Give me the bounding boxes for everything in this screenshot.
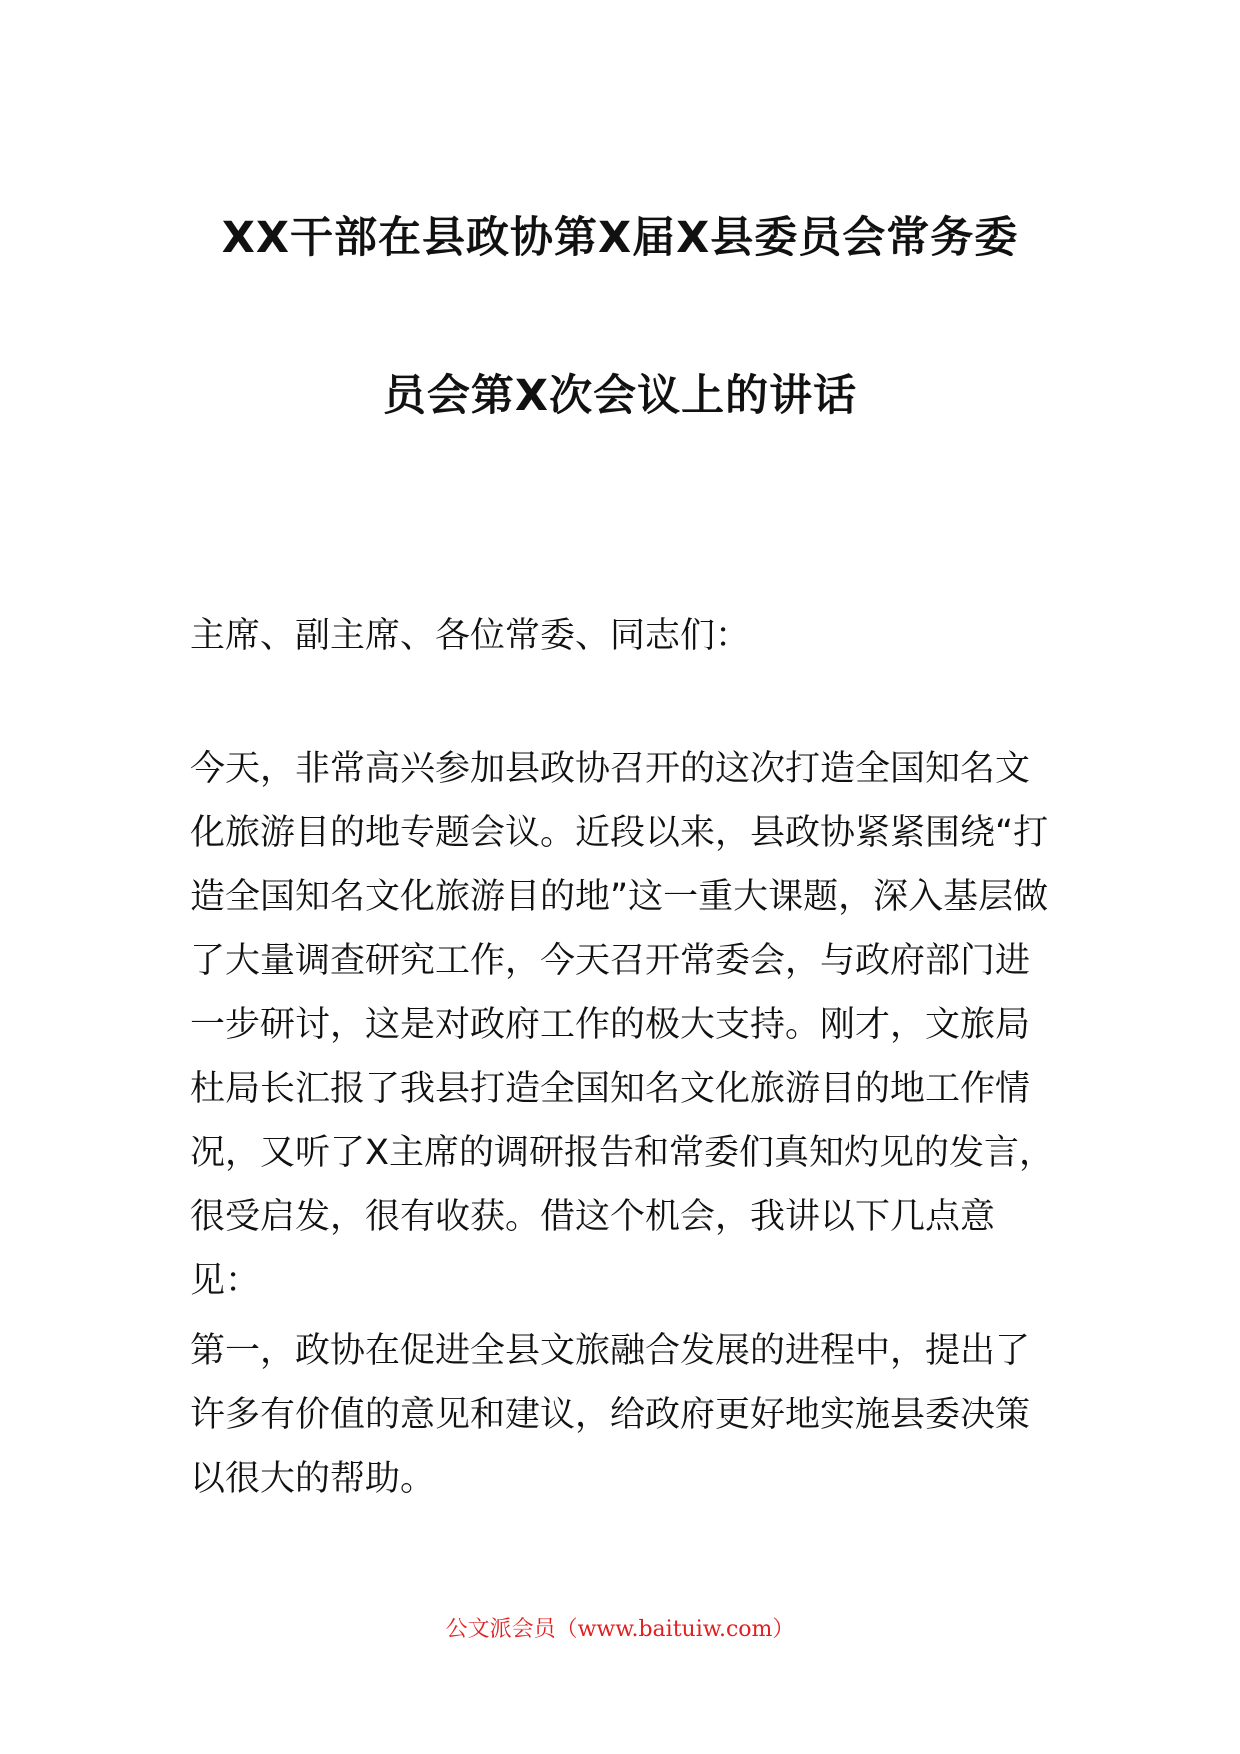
- document-title-line-2: 员会第X次会议上的讲话: [382, 371, 858, 421]
- paragraph-2: 第一，政协在促进全县文旅融合发展的进程中，提出了许多有价值的意见和建议，给政府更好地实施县委决策以很大的帮助。: [190, 1331, 1031, 1499]
- document-title-line-1: XX干部在县政协第X届X县委员会常务委: [221, 213, 1019, 263]
- footer-watermark-link[interactable]: 公文派会员（www.baitui​w.com）: [445, 1617, 795, 1642]
- salutation: 主席、副主席、各位常委、同志们：: [190, 616, 751, 656]
- paragraph-1: 今天，非常高兴参加县政协召开的这次打造全国知名文化旅游目的地专题会议。近段以来，县政协紧紧围绕“打造全国知名文化旅游目的地”这一重大课题，深入基层做了大量调查研究工作，今天召开常委会，与政府部门进一步研讨，这是对政府工作的极大支持。刚才，文旅局杜局长汇报了我县打造全国知名文化旅游目的地工作情况，又听了X主席的调研报告和常委们真知灼见的发言，很受启发，很有收获。借这个机会，我讲以下几点意见：: [190, 749, 1054, 1301]
